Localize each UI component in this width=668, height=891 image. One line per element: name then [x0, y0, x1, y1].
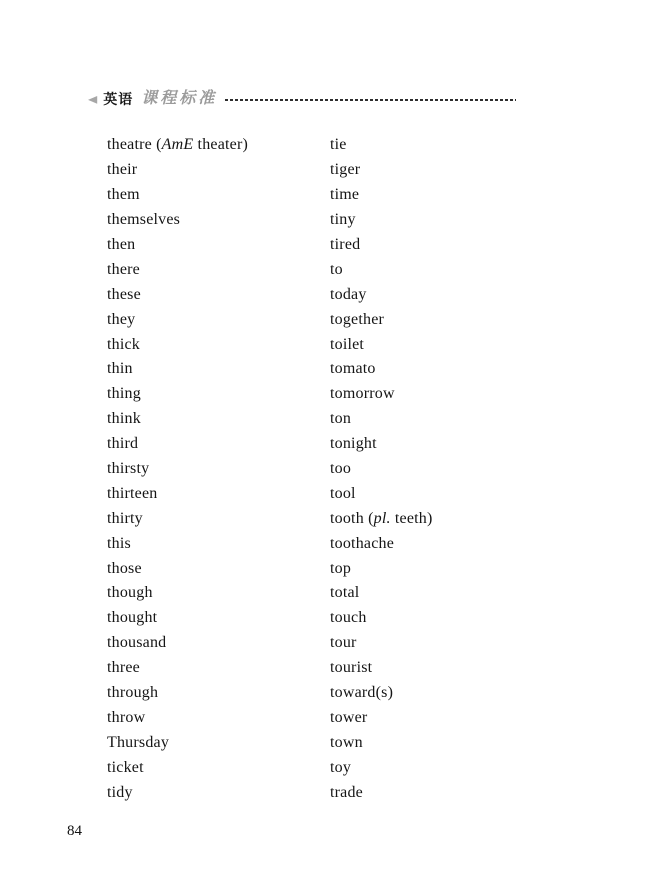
- page-header: [88, 91, 516, 107]
- word-text: tie: [330, 136, 347, 154]
- word-text: thought: [107, 609, 158, 627]
- word-left: [107, 187, 330, 203]
- word-left: [107, 461, 330, 477]
- word-text: top: [330, 559, 352, 577]
- word-text: toothache: [330, 534, 394, 552]
- word-text: their: [107, 161, 138, 179]
- word-text: those: [107, 559, 142, 577]
- word-right: [330, 137, 433, 153]
- word-text: three: [107, 659, 140, 677]
- word-text: then: [107, 236, 136, 253]
- word-text: through: [107, 684, 159, 702]
- word-text: think: [107, 410, 141, 428]
- word-text: thin: [107, 360, 133, 378]
- word-text: though: [107, 584, 153, 602]
- word-text: toilet: [330, 335, 365, 353]
- word-left: [107, 287, 330, 303]
- word-left: [107, 337, 330, 353]
- word-text: teeth): [390, 509, 433, 527]
- word-text: today: [330, 285, 367, 303]
- word-row: [107, 581, 433, 606]
- word-left: [107, 735, 330, 751]
- word-text: thousand: [107, 634, 167, 652]
- word-right: [330, 710, 433, 726]
- word-left: [107, 536, 330, 552]
- word-left: [107, 561, 330, 577]
- word-text: toy: [330, 758, 352, 776]
- word-left: [107, 685, 330, 701]
- word-left: [107, 262, 330, 278]
- word-text: time: [330, 186, 360, 204]
- word-row: [107, 705, 433, 730]
- word-right: [330, 312, 433, 328]
- word-row: [107, 457, 433, 482]
- word-right: [330, 735, 433, 751]
- word-right: [330, 685, 433, 701]
- word-left: [107, 585, 330, 601]
- word-row: [107, 780, 433, 805]
- word-left: [107, 660, 330, 676]
- word-right: [330, 287, 433, 303]
- word-text: tooth (: [330, 509, 374, 527]
- word-right: [330, 536, 433, 552]
- word-text: thing: [107, 385, 141, 403]
- word-right: [330, 760, 433, 776]
- word-right: [330, 660, 433, 676]
- word-text: tomato: [330, 360, 376, 378]
- word-row: [107, 332, 433, 357]
- word-text: tired: [330, 236, 361, 253]
- word-text: tonight: [330, 435, 377, 453]
- word-text: tourist: [330, 659, 373, 677]
- word-right: [330, 635, 433, 651]
- word-left: [107, 486, 330, 502]
- word-left: [107, 386, 330, 402]
- word-right: [330, 461, 433, 477]
- word-row: [107, 183, 433, 208]
- word-text: trade: [330, 783, 363, 801]
- word-text: together: [330, 310, 385, 328]
- word-right: [330, 585, 433, 601]
- word-row: [107, 755, 433, 780]
- word-text: they: [107, 310, 136, 328]
- word-right: [330, 262, 433, 278]
- word-left: [107, 785, 330, 801]
- header-title: 课程标准: [141, 90, 218, 107]
- page-number: 84: [67, 823, 82, 839]
- word-right: [330, 561, 433, 577]
- word-right: [330, 386, 433, 402]
- word-text: thirty: [107, 509, 143, 527]
- word-text: touch: [330, 609, 367, 627]
- word-text: throw: [107, 708, 146, 726]
- word-row: [107, 730, 433, 755]
- word-right: [330, 337, 433, 353]
- word-left: [107, 635, 330, 651]
- word-text: town: [330, 733, 363, 751]
- word-text: ticket: [107, 758, 144, 776]
- word-row: [107, 481, 433, 506]
- word-row: [107, 233, 433, 258]
- word-text: tidy: [107, 783, 133, 801]
- word-text: total: [330, 584, 360, 602]
- word-row: [107, 631, 433, 656]
- word-right: [330, 361, 433, 377]
- word-text: tomorrow: [330, 385, 395, 403]
- series-label: 英语: [103, 91, 134, 107]
- word-text: toward(s): [330, 684, 394, 702]
- word-row: [107, 606, 433, 631]
- word-text: these: [107, 285, 141, 303]
- word-left: [107, 511, 330, 527]
- word-row: [107, 531, 433, 556]
- word-left: [107, 137, 330, 153]
- word-text: tower: [330, 708, 368, 726]
- word-row: [107, 556, 433, 581]
- word-left: [107, 610, 330, 626]
- word-text: thick: [107, 335, 140, 353]
- word-text: Thursday: [107, 733, 170, 751]
- word-text: tour: [330, 634, 357, 652]
- word-row: [107, 282, 433, 307]
- word-row: [107, 357, 433, 382]
- word-left: [107, 162, 330, 178]
- word-row: [107, 432, 433, 457]
- word-row: [107, 407, 433, 432]
- word-text: ton: [330, 410, 352, 428]
- word-text: theatre (: [107, 136, 162, 154]
- italic-abbreviation: AmE: [161, 136, 194, 154]
- dotted-rule: [225, 99, 516, 101]
- word-text: third: [107, 435, 139, 453]
- word-text: tool: [330, 484, 356, 502]
- word-left: [107, 361, 330, 377]
- word-right: [330, 610, 433, 626]
- word-left: [107, 312, 330, 328]
- word-row: [107, 382, 433, 407]
- triangle-icon: ◀: [88, 93, 98, 105]
- word-right: [330, 187, 433, 203]
- word-row: [107, 158, 433, 183]
- word-right: [330, 411, 433, 427]
- word-left: [107, 760, 330, 776]
- word-left: [107, 212, 330, 228]
- word-row: [107, 257, 433, 282]
- word-left: [107, 710, 330, 726]
- word-right: [330, 162, 433, 178]
- word-row: [107, 133, 433, 158]
- word-row: [107, 307, 433, 332]
- word-text: theater): [193, 136, 249, 154]
- vocabulary-list: [107, 133, 433, 805]
- word-text: this: [107, 534, 131, 552]
- word-right: [330, 785, 433, 801]
- word-row: [107, 656, 433, 681]
- word-text: tiny: [330, 211, 356, 229]
- word-text: thirsty: [107, 460, 150, 478]
- word-right: [330, 212, 433, 228]
- word-text: to: [330, 260, 343, 278]
- word-row: [107, 506, 433, 531]
- word-text: tiger: [330, 161, 361, 179]
- word-right: [330, 511, 433, 527]
- word-left: [107, 436, 330, 452]
- word-text: there: [107, 260, 140, 278]
- word-row: [107, 208, 433, 233]
- word-text: too: [330, 460, 352, 478]
- word-right: [330, 237, 433, 253]
- word-text: themselves: [107, 211, 181, 229]
- word-right: [330, 486, 433, 502]
- word-left: [107, 237, 330, 253]
- word-text: them: [107, 186, 140, 204]
- word-left: [107, 411, 330, 427]
- italic-abbreviation: pl.: [373, 509, 391, 527]
- word-row: [107, 681, 433, 706]
- word-text: thirteen: [107, 484, 158, 502]
- word-right: [330, 436, 433, 452]
